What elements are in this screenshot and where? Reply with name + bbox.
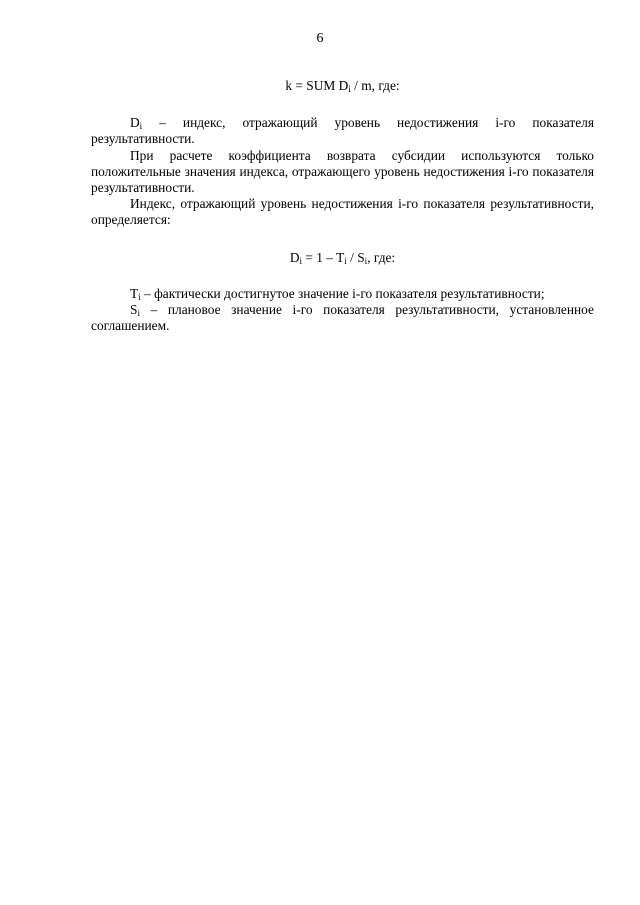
formula-d-part4: , где: [367, 249, 396, 265]
paragraph-calculation: При расчете коэффициента возврата субсидии используются только положительные значения индекса, отражающего уровень недостижения i-го показателя результативности. [91, 147, 594, 196]
formula-d-sub1: i [299, 255, 302, 266]
ti-variable: T [130, 285, 139, 301]
formula-d-sub3: i [364, 255, 368, 266]
di-variable: D [130, 115, 140, 131]
si-definition-text: – плановое значение i-го показателя результативности, установленное соглашением. [91, 302, 594, 334]
formula-d [91, 250, 594, 266]
si-subscript: i [137, 308, 140, 319]
formula-d-sub2: i [344, 255, 347, 266]
formula-k-rhs: / m, где: [350, 78, 400, 93]
di-definition-text: – индекс, отражающий уровень недостижения i-го показателя результативности. [91, 115, 594, 147]
paragraph-si-definition [91, 302, 594, 334]
formula-k-subscript: i [348, 84, 351, 94]
formula-d-part3: / S [346, 249, 365, 265]
ti-subscript: i [138, 291, 141, 302]
document-body [91, 78, 594, 334]
paragraph-index-definition: Индекс, отражающий уровень недостижения i-го показателя результативности, определяется: [91, 196, 594, 228]
ti-definition-text: – фактически достигнутое значение i-го показателя результативности; [140, 285, 545, 301]
formula-k-lhs: k = SUM D [285, 78, 349, 93]
paragraph-di-definition [91, 115, 594, 147]
paragraph-ti-definition [91, 286, 594, 302]
page-number: 6 [316, 31, 324, 46]
si-variable: S [130, 302, 138, 318]
formula-k [91, 78, 594, 94]
formula-d-part2: = 1 – T [302, 249, 345, 265]
formula-d-part1: D [289, 249, 300, 265]
di-subscript: i [139, 121, 143, 132]
